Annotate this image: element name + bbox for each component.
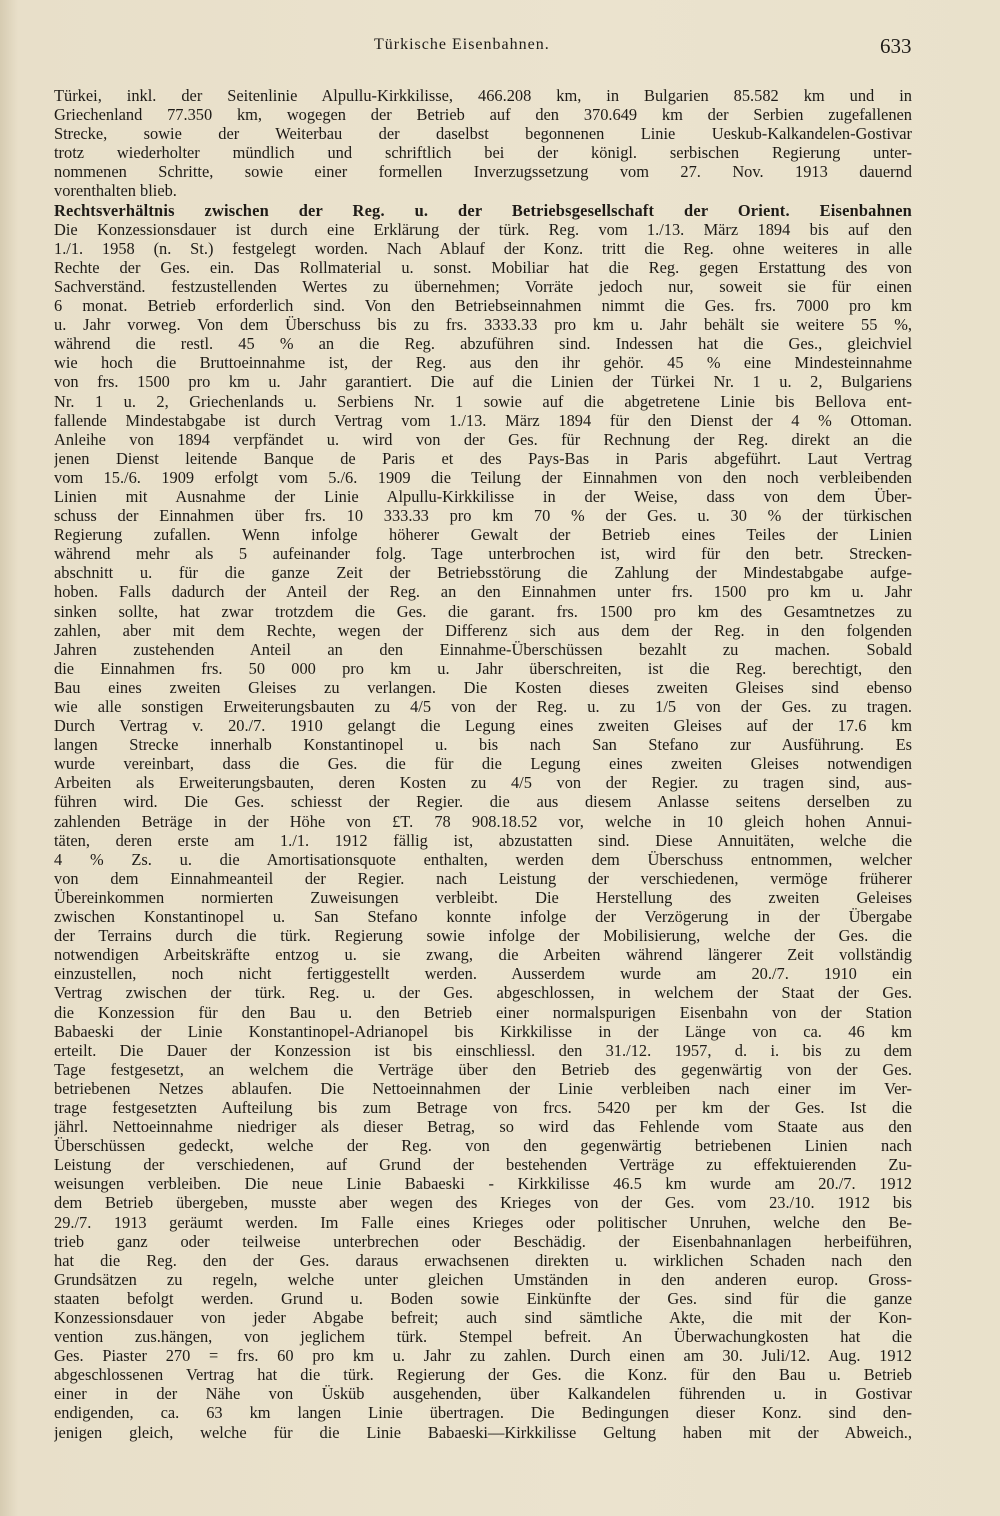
text-line: vom 15./6. 1909 erfolgt vom 5./6. 1909 die Teilung der Einnahmen von den noch verbleibenden: [54, 467, 912, 487]
text-line: zahlen, aber mit dem Rechte, wegen der Differenz sich aus dem der Reg. in den folgenden: [54, 620, 912, 640]
text-line: zwischen Konstantinopel u. San Stefano konnte infolge der Verzögerung in der Übergabe: [54, 907, 912, 927]
text-line: Nr. 1 u. 2, Griechenlands u. Serbiens Nr. 1 sowie auf die abgetretene Linie bis Bellova ent-: [54, 391, 912, 411]
text-line: während die restl. 45 % an die Reg. abzuführen sind. Indessen hat die Ges., gleichviel: [54, 334, 912, 354]
text-line: wie alle sonstigen Erweiterungsbauten zu 4/5 von der Reg. u. zu 1/5 von der Ges. zu tragen.: [54, 697, 912, 716]
text-line: trotz wiederholter mündlich und schriftlich bei der königl. serbischen Regierung unter-: [54, 143, 912, 163]
text-line: 1./1. 1958 (n. St.) festgelegt worden. Nach Ablauf der Konz. tritt die Reg. ohne weiteres in alle: [54, 238, 912, 258]
text-line: Strecke, sowie der Weiterbau der daselbst begonnenen Linie Ueskub-Kalkandelen-Gostivar: [54, 124, 912, 144]
text-line: weisungen verbleiben. Die neue Linie Babaeski - Kirkkilisse 46.5 km wurde am 20./7. 1912: [54, 1174, 912, 1194]
text-line: vorenthalten blieb.: [54, 181, 177, 201]
text-line: Leistung der verschiedenen, auf Grund der bestehenden Verträge zu effektuierenden Zu-: [54, 1155, 912, 1175]
text-line: die Einnahmen frs. 50 000 pro km u. Jahr überschreiten, ist die Reg. berechtigt, den: [54, 658, 912, 678]
text-line: die Konzession für den Bau u. den Betrieb einer normalspurigen Eisenbahn von der Station: [54, 1002, 912, 1022]
text-line: Babaeski der Linie Konstantinopel-Adrianopel bis Kirkkilisse in der Länge von ca. 46 km: [54, 1021, 912, 1041]
text-line: betriebenen Netzes ablaufen. Die Nettoeinnahmen der Linie verbleiben nach einer im Ver-: [54, 1078, 912, 1098]
text-line: abschnitt u. für die ganze Zeit der Betriebsstörung die Zahlung der Mindestabgabe aufge-: [54, 563, 912, 583]
running-head: [0, 36, 1000, 60]
text-line: endigenden, ca. 63 km langen Linie übertragen. Die Bedingungen dieser Konz. sind den-: [54, 1403, 912, 1423]
text-line: Griechenland 77.350 km, wogegen der Betrieb auf den 370.649 km der Serbien zugefallenen: [54, 105, 912, 125]
text-line: führen wird. Die Ges. schiesst der Regier. die aus diesem Anlasse seitens derselben zu: [54, 792, 912, 812]
text-line: nommenen Schritte, sowie einer formellen Inverzugssetzung vom 27. Nov. 1913 dauernd: [54, 162, 912, 182]
text-line: 4 % Zs. u. die Amortisationsquote enthalten, werden dem Überschuss entnommen, welcher: [54, 849, 912, 869]
text-line: der Terrains durch die türk. Regierung sowie infolge der Mobilisierung, welche der Ges. die: [54, 926, 912, 946]
text-line: Vertrag zwischen der türk. Reg. u. der Ges. abgeschlossen, in welchem der Staat der Ges.: [54, 983, 912, 1003]
text-line: Durch Vertrag v. 20./7. 1910 gelangt die Legung eines zweiten Gleises auf der 17.6 km: [54, 716, 912, 736]
text-line: Sachverständ. festzustellenden Wertes zu übernehmen; Vorräte jedoch nur, soweit sie für einen: [54, 276, 912, 296]
text-line: erteilt. Die Dauer der Konzession ist bis einschliessl. den 31./12. 1957, d. i. bis zu dem: [54, 1040, 912, 1060]
text-line: dem Betrieb übergeben, musste aber wegen des Krieges von der Ges. vom 23./10. 1912 bis: [54, 1193, 912, 1213]
body-text: [54, 86, 912, 1442]
text-line: wie hoch die Bruttoeinnahme ist, der Reg. aus den ihr gehör. 45 % eine Mindesteinnahme: [54, 353, 912, 373]
text-line: 6 monat. Betrieb erforderlich sind. Von den Betriebseinnahmen nimmt die Ges. frs. 7000 pro km: [54, 296, 912, 316]
text-line: 29./7. 1913 geräumt werden. Im Falle eines Krieges oder politischer Unruhen, welche den Be-: [54, 1212, 912, 1232]
text-line: einzustellen, noch nicht fertiggestellt werden. Ausserdem wurde am 20./7. 1910 ein: [54, 964, 912, 984]
text-line: einer in der Nähe von Üsküb ausgehenden, über Kalkandelen führenden u. in Gostivar: [54, 1384, 912, 1404]
text-line: zahlenden Beträge in der Höhe von £T. 78 908.18.52 vor, welche in 10 gleich hohen Annui-: [54, 811, 912, 831]
text-line: hat die Reg. den der Ges. daraus erwachsenen direkten u. wirklichen Schaden nach den: [54, 1250, 912, 1270]
text-line: Die Konzessionsdauer ist durch eine Erklärung der türk. Reg. vom 1./13. März 1894 bis auf den: [54, 219, 912, 239]
text-line: Linien mit Ausnahme der Linie Alpullu-Kirkkilisse in der Weise, dass von dem Über-: [54, 486, 912, 506]
text-line: wurde vereinbart, dass die Ges. die für die Legung eines zweiten Gleises notwendigen: [54, 754, 912, 774]
text-line: Grundsätzen zu regeln, welche unter gleichen Umständen in den anderen europ. Gross-: [54, 1269, 912, 1289]
text-line: Konzessionsdauer von jeder Abgabe befreit; auch sind sämtliche Akte, die mit der Kon-: [54, 1308, 912, 1327]
section-heading: Rechtsverhältnis zwischen der Reg. u. der Betriebsgesellschaft der Orient. Eisenbahnen: [54, 200, 912, 220]
text-line: abgeschlossenen Vertrag hat die türk. Regierung der Ges. die Konz. für den Bau u. Betrieb: [54, 1365, 912, 1385]
text-line: täten, deren erste am 1./1. 1912 fällig ist, abzustatten sind. Diese Annuitäten, welche die: [54, 830, 912, 850]
running-title: Türkische Eisenbahnen.: [374, 36, 550, 53]
text-line: u. Jahr vorweg. Von dem Überschuss bis zu frs. 3333.33 pro km u. Jahr behält sie weitere 55 %,: [54, 315, 912, 335]
text-line: Regierung zufallen. Wenn infolge höherer Gewalt der Betrieb eines Teiles der Linien: [54, 525, 912, 545]
text-line: während mehr als 5 aufeinander folg. Tage unterbrochen ist, wird für den betr. Strecken-: [54, 544, 912, 564]
text-line: jenen Dienst leitende Banque de Paris et des Pays-Bas in Paris abgeführt. Laut Vertrag: [54, 448, 912, 468]
text-line: Jahren zustehenden Anteil an den Einnahme-Überschüssen bezahlt zu machen. Sobald: [54, 639, 912, 659]
text-line: schuss der Einnahmen über frs. 10 333.33 pro km 70 % der Ges. u. 30 % der türkischen: [54, 506, 912, 526]
text-line: jährl. Nettoeinnahme niedriger als dieser Betrag, so wird das Fehlende vom Staate aus den: [54, 1117, 912, 1137]
text-line: Arbeiten als Erweiterungsbauten, deren Kosten zu 4/5 von der Regier. zu tragen sind, aus-: [54, 773, 912, 793]
text-line: hoben. Falls dadurch der Anteil der Reg. an den Einnahmen unter frs. 1500 pro km u. Jahr: [54, 582, 912, 602]
text-line: trieb ganz oder teilweise unterbrechen oder Beschädig. der Eisenbahnanlagen herbeiführen,: [54, 1231, 912, 1251]
text-line: Tage festgesetzt, an welchem die Verträge über den Betrieb des gegenwärtig von der Ges.: [54, 1059, 912, 1079]
text-line: vention zus.hängen, von jeglichem türk. Stempel befreit. An Überwachungkosten hat die: [54, 1327, 912, 1347]
text-line: fallende Mindestabgabe ist durch Vertrag vom 1./13. März 1894 für den Dienst der 4 % Ottoman.: [54, 410, 912, 430]
text-line: staaten befolgt werden. Grund u. Boden sowie Einkünfte der Ges. sind für die ganze: [54, 1288, 912, 1308]
page-number: 633: [880, 34, 912, 58]
text-line: jenigen gleich, welche für die Linie Babaeski—Kirkkilisse Geltung haben mit der Abweich.,: [54, 1422, 912, 1442]
text-line: Übereinkommen normierten Zuweisungen verbleibt. Die Herstellung des zweiten Geleises: [54, 887, 912, 907]
text-line: Anleihe von 1894 verpfändet u. wird von der Ges. für Rechnung der Reg. direkt an die: [54, 429, 912, 449]
text-line: notwendigen Arbeitskräfte entzog u. sie zwang, die Arbeiten während längerer Zeit vollständig: [54, 945, 912, 965]
text-line: von frs. 1500 pro km u. Jahr garantiert. Die auf die Linien der Türkei Nr. 1 u. 2, Bulgariens: [54, 372, 912, 392]
text-line: Überschüssen gedeckt, welche der Reg. von den gegenwärtig betriebenen Linien nach: [54, 1136, 912, 1156]
text-line: von dem Einnahmeanteil der Regier. nach Leistung der verschiedenen, vermöge früherer: [54, 868, 912, 888]
text-line: Bau eines zweiten Gleises zu verlangen. Die Kosten dieses zweiten Gleises sind ebenso: [54, 677, 912, 697]
text-line: Rechte der Ges. ein. Das Rollmaterial u. sonst. Mobiliar hat die Reg. gegen Erstattung des von: [54, 257, 912, 277]
text-line: Türkei, inkl. der Seitenlinie Alpullu-Kirkkilisse, 466.208 km, in Bulgarien 85.582 km und in: [54, 86, 912, 105]
text-line: sinken sollte, hat zwar trotzdem die Ges. die garant. frs. 1500 pro km des Gesamtnetzes zu: [54, 601, 912, 621]
text-line: Ges. Piaster 270 = frs. 60 pro km u. Jahr zu zahlen. Durch einen am 30. Juli/12. Aug. 1912: [54, 1346, 912, 1366]
text-line: langen Strecke innerhalb Konstantinopel u. bis nach San Stefano zur Ausführung. Es: [54, 735, 912, 755]
text-line: trage festgesetzten Aufteilung bis zum Betrage von frcs. 5420 per km der Ges. Ist die: [54, 1097, 912, 1117]
